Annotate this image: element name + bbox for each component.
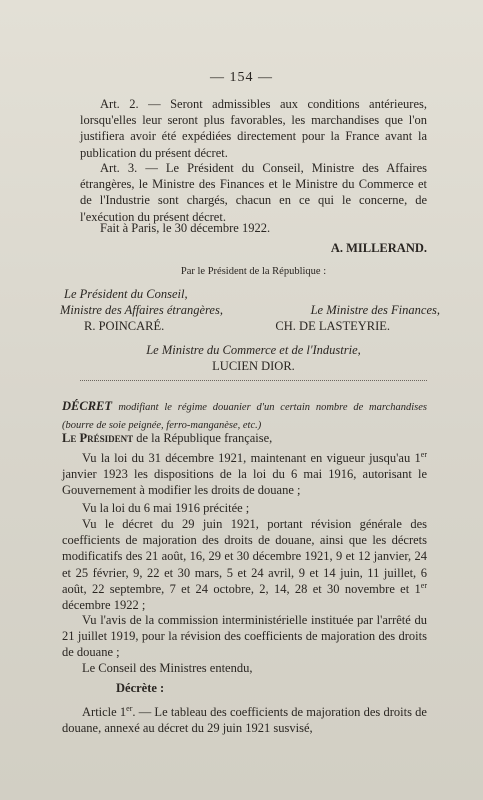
commerce-signature — [80, 342, 427, 374]
by-president — [80, 264, 427, 280]
decrete — [62, 680, 427, 696]
decree-heading — [62, 398, 427, 434]
decree-heading-word: DÉCRET — [62, 399, 113, 413]
vu-4 — [62, 612, 427, 661]
sig-row — [60, 302, 440, 318]
article-3-text: Art. 3. — Le Président du Conseil, Ministre des Affaires étrangères, le Ministre des Finances et le Ministre du Commerce et de l'Industrie sont chargés, chacun en ce qui le concerne, de l'exécution du présent décret. — [80, 161, 427, 224]
vu-1-sup: er — [420, 449, 427, 459]
president-intro — [62, 430, 427, 446]
vu-2 — [62, 500, 427, 516]
vu-3-pre: Vu le décret du 29 juin 1921, portant révision générale des coefficients de majoration des droits de douane, ainsi que les décrets modificatifs des 21 août, 16, 29 et 30 décembre 1921, 9 et 12 janvier, 24 et 25 février, 9, 22 et 30 mars, 5 et 24 avril, 9 et 14 juin, 11 juillet, 6 août, 22 septembre, 7 et 24 octobre, 2, 14, 28 et 30 novembre et 1 — [62, 517, 427, 596]
by-president-text: Par le Président de la République : — [180, 266, 327, 277]
vu-4-text: Vu l'avis de la commission interministérielle instituée par l'arrêté du 21 juillet 1919, pour la révision des coefficients de majoration des droits de douane ; — [62, 613, 427, 660]
decrete-text: Décrète : — [116, 681, 165, 695]
vu-1-pre: Vu la loi du 31 décembre 1921, maintenant en vigueur jusqu'au 1 — [82, 451, 421, 465]
pres-conseil-sub: Ministre des Affaires étrangères, — [60, 303, 223, 318]
commerce-name: LUCIEN DIOR. — [212, 359, 295, 374]
article-1 — [62, 704, 427, 736]
vu-1 — [62, 450, 427, 499]
separator-rule — [80, 380, 427, 381]
vu-2-text: Vu la loi du 6 mai 1916 précitée ; — [82, 501, 250, 515]
pres-conseil-title: Le Président du Conseil, — [64, 287, 188, 301]
pres-conseil-name: R. POINCARÉ. — [84, 319, 165, 334]
page-number: — 154 — — [210, 70, 273, 85]
vu-3-text — [62, 516, 427, 613]
done-at — [80, 220, 427, 236]
commerce-title: Le Ministre du Commerce et de l'Industrie, — [146, 343, 361, 357]
article-1-pre: Article 1 — [82, 705, 127, 719]
conseil-text: Le Conseil des Ministres entendu, — [82, 661, 253, 675]
vu-1-text — [62, 450, 427, 499]
finances-name: CH. DE LASTEYRIE. — [275, 319, 390, 334]
sig-names-row — [60, 318, 440, 334]
article-1-post: . — Le tableau des coefficients de majoration des droits de douane, annexé au décret du 29 juin 1921 susvisé, — [62, 705, 427, 736]
vu-1-post: janvier 1923 les dispositions de la loi du 6 mai 1916, autorisant le Gouvernement à modifier les droits de douane ; — [62, 467, 427, 498]
decree-heading-rest: modifiant le régime douanier d'un certain nombre de marchandises (bourre de soie peignée, ferro-manganèse, etc.) — [62, 402, 427, 432]
president-intro-rest: de la République française, — [136, 431, 273, 445]
conseil — [62, 660, 427, 676]
article-1-sup: er — [126, 703, 133, 713]
countersignatures — [60, 286, 440, 335]
vu-3-post: décembre 1922 ; — [62, 598, 146, 613]
article-3 — [80, 160, 427, 225]
finances-title: Le Ministre des Finances, — [310, 303, 440, 318]
signer-main: A. MILLERAND. — [330, 241, 427, 255]
article-1-text — [62, 704, 427, 736]
article-2 — [80, 96, 427, 161]
done-at-text: Fait à Paris, le 30 décembre 1922. — [100, 221, 271, 235]
president-intro-sc: Le Président — [62, 431, 134, 445]
main-signature — [80, 240, 427, 256]
vu-3-sup: er — [420, 580, 427, 590]
article-2-text: Art. 2. — Seront admissibles aux conditions antérieures, lorsqu'elles leur seront plus favorables, les marchandises que l'on justifiera avoir été expédiées directement pour la France avant la publication du présent décret. — [80, 97, 427, 160]
vu-3 — [62, 516, 427, 613]
